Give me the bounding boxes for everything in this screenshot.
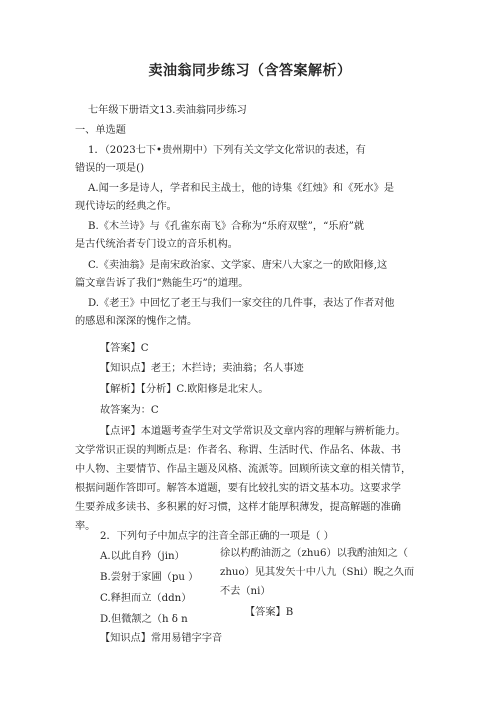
- q2-answer: 【答案】B: [245, 607, 294, 618]
- q1-option-c-line-2: 篇文章告诉了我们“熟能生巧”的道理。: [75, 278, 249, 289]
- q1-analysis: 【解析】【分析】C.欧阳修是北宋人。: [100, 384, 269, 395]
- q2-stem: 2．下列句子中加点字的注音全部正确的一项是（ ）: [100, 531, 334, 542]
- q2-option-d: D.但微颔之（h δ n: [100, 614, 188, 625]
- q2-option-c: C.释担而立（ddn）: [100, 593, 192, 604]
- q1-knowledge-point: 【知识点】老王；木拦诗；卖油翁；名人事迹: [100, 363, 304, 374]
- section-heading: 一、单选题: [75, 125, 126, 136]
- q1-stem-line-2: 错误的一项是(): [75, 163, 145, 174]
- q1-option-a-line-1: A.闻一多是诗人，学者和民主战士，他的诗集《红烛》和《死水》是: [88, 183, 395, 194]
- q1-comment-line-1: 【点评】本道题考查学生对文学常识及文章内容的理解与辨析能力。: [100, 426, 406, 437]
- q1-comment-line-4: 根据问题作答即可。解答本道题，要有比较扎实的语文基本功。这要求学: [75, 483, 401, 494]
- q1-comment-line-3: 中人物、主要情节、作品主题及风格、流派等。回顾所读文章的相关情节，: [75, 464, 412, 475]
- q2-right-line-3: 不去（ni）: [220, 586, 271, 597]
- q1-option-b-line-2: 是古代统治者专门设立的音乐机构。: [75, 239, 238, 250]
- q1-option-d-line-2: 的感恩和深深的愧作之情。: [75, 316, 198, 327]
- q2-right-line-2: zhuo）见其发矢十中八九（Shi）睨之久而: [220, 567, 415, 578]
- q2-knowledge-point: 【知识点】常用易错字字音: [100, 633, 223, 644]
- q1-conclusion: 故答案为：C: [100, 405, 159, 416]
- q1-stem-line-1: 1．（2023七下•贵州期中）下列有关文学文化常识的表述，有: [88, 145, 366, 156]
- document-header: 七年级下册语文13.卖油翁同步练习: [88, 105, 247, 116]
- q1-option-c-line-1: C.《卖油翁》是南宋政治家、文学家、唐宋八大家之一的欧阳修,这: [88, 260, 388, 271]
- q1-option-d-line-1: D.《老王》中回忆了老王与我们一家交往的几件事，表达了作者对他: [88, 298, 395, 309]
- q1-option-a-line-2: 现代诗坛的经典之作。: [75, 201, 177, 212]
- q1-answer: 【答案】C: [100, 343, 149, 354]
- q2-option-a: A.以此自矜（jin）: [100, 551, 185, 562]
- q1-option-b-line-1: B.《木兰诗》与《孔雀东南飞》合称为“乐府双壁”，“乐府”就: [88, 221, 365, 232]
- page-title: 卖油翁同步练习（含答案解析）: [148, 63, 352, 79]
- q2-right-line-1: 徐以杓酌油沥之（zhu6）以我酌油知之（: [220, 548, 408, 559]
- q1-comment-line-5: 生要养成多读书、多积累的好习惯，这样才能厚积薄发，提高解题的准确: [75, 502, 401, 513]
- q1-comment-line-6: 率。: [75, 521, 96, 532]
- q1-comment-line-2: 文学常识正误的判断点是：作者名、称谓、生活时代、作品名、体裁、书: [75, 445, 401, 456]
- q2-option-b: B.尝射于家圃（pu ）: [100, 572, 199, 583]
